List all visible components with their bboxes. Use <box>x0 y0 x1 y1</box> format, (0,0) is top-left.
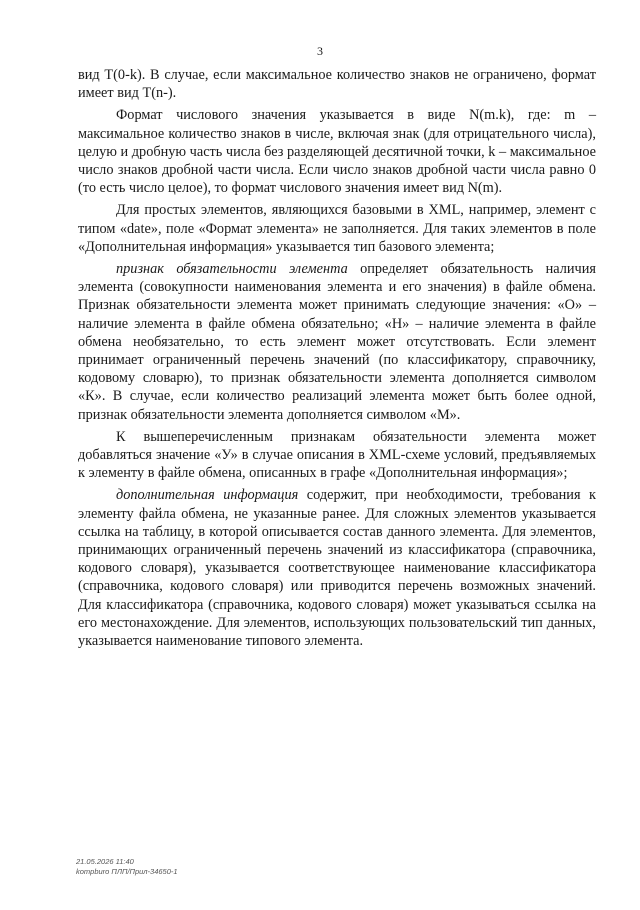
term-mandatory-flag: признак обязательности элемента <box>116 261 348 278</box>
term-additional-info: дополнительная информация <box>116 487 299 504</box>
footer-stamp <box>76 857 178 877</box>
paragraph-6 <box>78 486 596 650</box>
paragraph-3-text: Для простых элементов, являющихся базовыми в XML, например, элемент с типом «date», поле «Формат элемента» не заполняется. Для таких элементов в поле «Дополнительная информация» указывается тип базового элемента; <box>78 202 596 255</box>
footer-doc-ref: kompburo ПЛП/Прил-34650-1 <box>76 867 178 876</box>
paragraph-6-text: содержит, при необходимости, требования к элементу файла обмена, не указанные ранее. Для сложных элементов указывается ссылка на таблицу, в которой описывается состав данного элемента. Для элементов, принимающих ограниченный перечень значений из классификатора (справочника, кодового словаря), указывается соответствующее наименование классификатора (справочника, кодового словаря) или приводится перечень возможных значений. Для классификатора (справочника, кодового словаря) может указываться ссылка на его местонахождение. Для элементов, использующих пользовательский тип данных, указывается наименование типового элемента. <box>78 487 596 650</box>
footer-timestamp: 21.05.2026 11:40 <box>76 857 134 866</box>
paragraph-1-text: вид T(0-k). В случае, если максимальное количество знаков не ограничено, формат имеет вид T(n-). <box>78 67 596 102</box>
paragraph-5-text: К вышеперечисленным признакам обязательности элемента может добавляться значение «У» в случае описания в XML-схеме условий, предъявляемых к элементу в файле обмена, описанных в графе «Дополнительная информация»; <box>78 428 596 482</box>
paragraph-5 <box>78 428 596 483</box>
document-body <box>78 66 596 654</box>
page-number: 3 <box>317 44 323 58</box>
paragraph-3 <box>78 201 596 256</box>
paragraph-2 <box>78 106 596 197</box>
paragraph-4 <box>78 260 596 424</box>
paragraph-4-text: определяет обязательность наличия элемента (совокупности наименования элемента и его значения) в файле обмена. Признак обязательности элемента может принимать следующие значения: «О» – наличие элемента в файле обмена обязательно; «Н» – наличие элемента в файле обмена необязательно, то есть элемент может отсутствовать. Если элемент принимает ограниченный перечень значений (по классификатору, справочнику, кодовому словарю), то признак обязательности элемента дополняется символом «К». В случае, если количество реализаций элемента может быть более одной, признак обязательности элемента дополняется символом «М». <box>78 261 596 423</box>
paragraph-1 <box>78 66 596 102</box>
paragraph-2-text: Формат числового значения указывается в виде N(m.k), где: m – максимальное количество знаков в числе, включая знак (для отрицательного числа), целую и дробную часть числа без разделяющей десятичной точки, k – максимальное число знаков дробной части числа. Если число знаков дробной части числа равно 0 (то есть число целое), то формат числового значения имеет вид N(m). <box>78 107 596 197</box>
